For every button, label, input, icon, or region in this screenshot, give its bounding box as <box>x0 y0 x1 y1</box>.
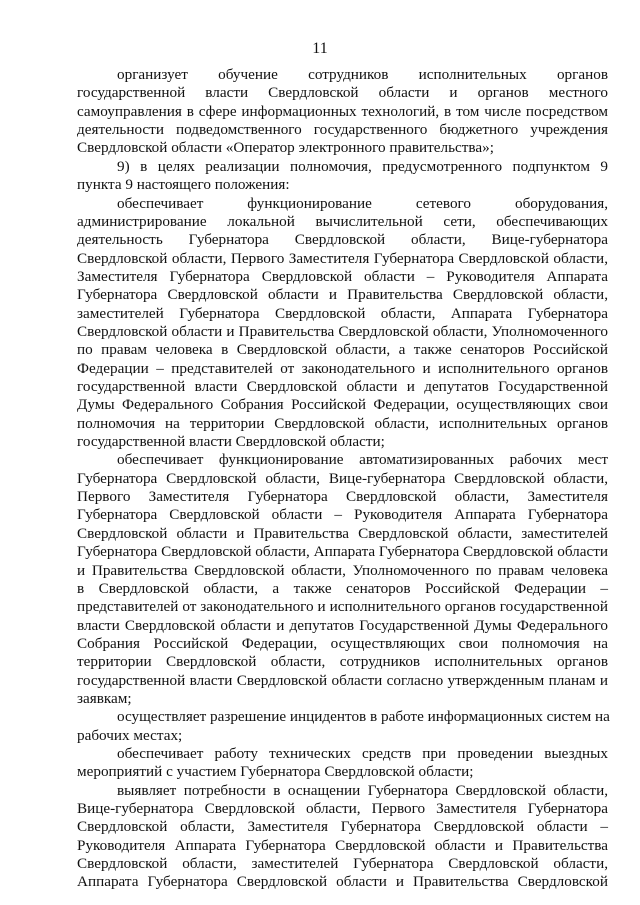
text-line: Аппарата Губернатора Свердловской области и Правительства Свердловской <box>77 873 608 891</box>
text-line: Губернатора Свердловской области – Руководителя Аппарата Губернатора <box>77 506 608 524</box>
text-line: обеспечивает функционирование сетевого оборудования, <box>117 194 608 212</box>
text-line: государственной власти Свердловской области согласно утвержденным планам и <box>77 671 608 689</box>
text-line: 9) в целях реализации полномочия, предусмотренного подпунктом 9 <box>117 157 608 175</box>
text-line: пункта 9 настоящего положения: <box>77 176 290 194</box>
text-line: выявляет потребности в оснащении Губернатора Свердловской области, <box>117 781 608 799</box>
text-line: государственной власти Свердловской области; <box>77 433 385 450</box>
text-line: заместителей Губернатора Свердловской области, Аппарата Губернатора <box>77 304 608 322</box>
text-line: администрирование локальной вычислительной сети, обеспечивающих <box>77 212 608 230</box>
text-line: Свердловской области и Правительства Свердловской области, Уполномоченного <box>77 322 608 340</box>
text-line: рабочих местах; <box>77 726 183 744</box>
page-number: 11 <box>312 40 328 57</box>
text-line: Свердловской области, Заместителя Губернатора Свердловской области – <box>77 818 608 836</box>
text-line: Свердловской области, заместителей Губернатора Свердловской области, <box>77 855 608 873</box>
text-line: в Свердловской области, а также сенаторов Российской Федерации – <box>77 579 608 597</box>
text-line: заявкам; <box>77 689 132 707</box>
text-line: самоуправления в сфере информационных технологий, в том числе посредством <box>77 102 608 120</box>
text-line: мероприятий с участием Губернатора Свердловской области; <box>77 763 474 781</box>
text-line: Вице-губернатора Свердловской области, Первого Заместителя Губернатора <box>77 800 608 817</box>
text-line: обеспечивает функционирование автоматизированных рабочих мест <box>117 451 608 469</box>
text-line: по правам человека в Свердловской области, а также сенаторов Российской <box>77 341 608 359</box>
text-line: Заместителя Губернатора Свердловской области – Руководителя Аппарата <box>77 267 608 285</box>
text-line: Губернатора Свердловской области, Аппарата Губернатора Свердловской области <box>77 543 608 561</box>
text-line: осуществляет разрешение инцидентов в работе информационных систем на <box>117 708 610 726</box>
text-line: представителей от законодательного и исполнительного органов государственной <box>77 598 608 616</box>
text-line: Первого Заместителя Губернатора Свердловской области, Заместителя <box>77 488 608 506</box>
text-line: Свердловской области и Правительства Свердловской области, заместителей <box>77 524 608 542</box>
text-line: Губернатора Свердловской области, Вице-губернатора Свердловской области, <box>77 469 608 487</box>
text-line: и Правительства Свердловской области, Уполномоченного по правам человека <box>77 561 608 579</box>
text-line: Свердловской области, Первого Заместителя Губернатора Свердловской области, <box>77 249 608 267</box>
text-line: Собрания Российской Федерации, осуществляющих свои полномочия на <box>77 634 608 652</box>
text-line: деятельность Губернатора Свердловской области, Вице-губернатора <box>77 231 608 249</box>
text-line: организует обучение сотрудников исполнительных органов <box>117 66 608 83</box>
text-line: Губернатора Свердловской области и Правительства Свердловской области, <box>77 286 608 304</box>
text-line: территории Свердловской области, сотрудников исполнительных органов <box>77 653 608 671</box>
text-line: Руководителя Аппарата Губернатора Свердловской области и Правительства <box>77 836 608 854</box>
text-line: государственной власти Свердловской области и органов местного <box>77 84 608 102</box>
text-line: обеспечивает работу технических средств при проведении выездных <box>117 745 608 762</box>
text-line: Федерации – представителей от законодательного и исполнительного органов <box>77 359 608 377</box>
text-line: деятельности подведомственного государственного бюджетного учреждения <box>77 121 608 139</box>
text-line: Свердловской области «Оператор электронного правительства»; <box>77 139 494 157</box>
text-line: Думы Федерального Собрания Российской Федерации, осуществляющих свои <box>77 396 608 414</box>
text-line: государственной власти Свердловской области и депутатов Государственной <box>77 378 608 395</box>
text-line: власти Свердловской области и депутатов Государственной Думы Федерального <box>77 616 608 634</box>
text-line: полномочия на территории Свердловской области, исполнительных органов <box>77 414 608 432</box>
